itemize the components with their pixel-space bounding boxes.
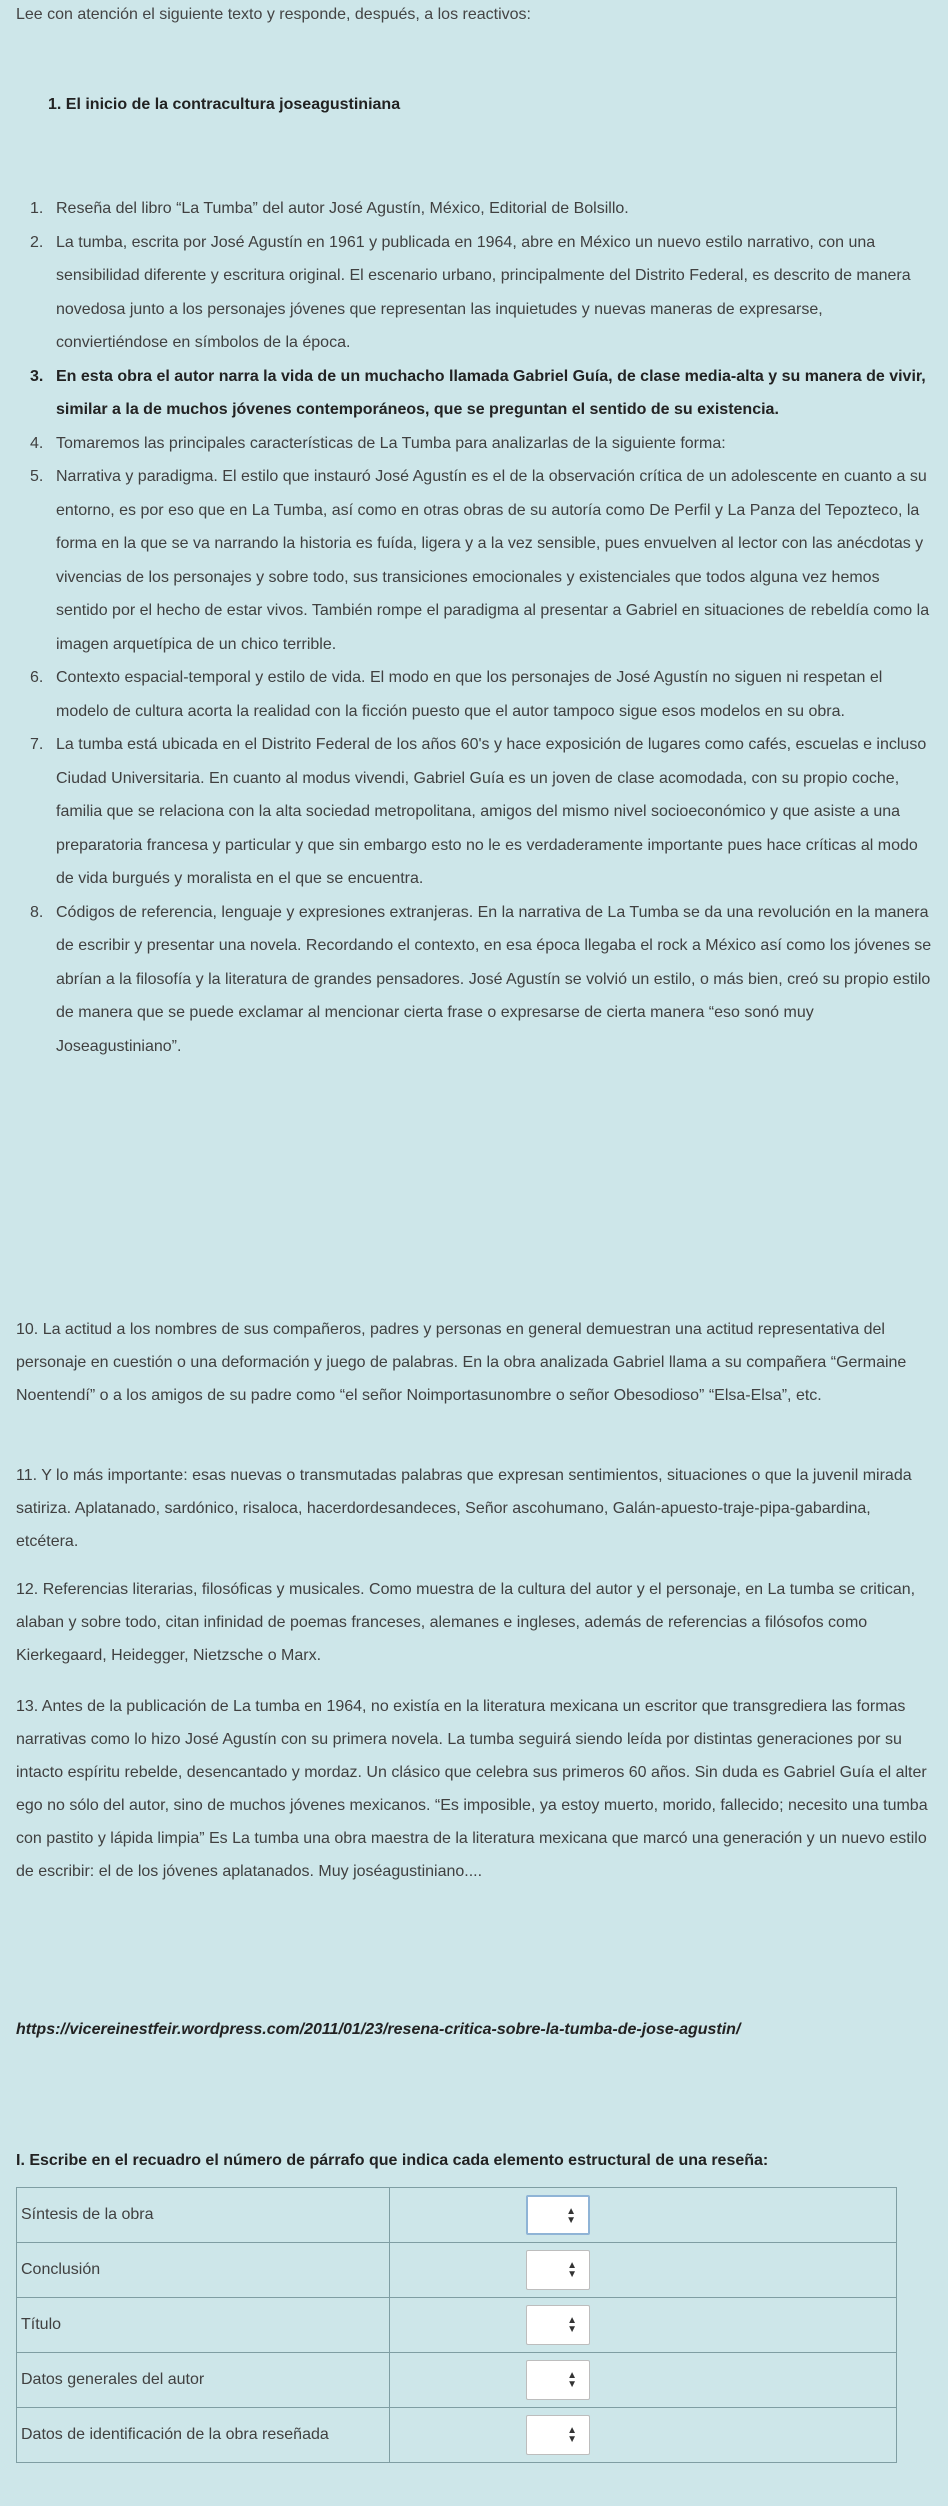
table-row xyxy=(17,2353,897,2408)
paragraph-text: Contexto espacial-temporal y estilo de vida. El modo en que los personajes de José Agustín no siguen ni respetan el modelo de cultura acorta la realidad con la ficción puesto que el autor tampoco sigue esos modelos en su obra. xyxy=(56,669,883,720)
table-row xyxy=(17,2408,897,2463)
paragraph-text: Reseña del libro “La Tumba” del autor José Agustín, México, Editorial de Bolsillo. xyxy=(56,200,629,217)
source-url[interactable]: https://vicereinestfeir.wordpress.com/2011/01/23/resena-critica-sobre-la-tumba-de-jose-agustin/ xyxy=(16,2021,741,2038)
paragraph-number: 6. xyxy=(30,669,44,686)
paragraph-number-select[interactable] xyxy=(526,2360,590,2400)
paragraph-text: Códigos de referencia, lenguaje y expresiones extranjeras. En la narrativa de La Tumba se da una revolución en la manera de escribir y presentar una novela. Recordando el contexto, en esa época llegaba el rock a México así como los jóvenes se abrían a la filosofía y la literatura de grandes pensadores. José Agustín se volvió un estilo, o más bien, creó su propio estilo de manera que se puede exclamar al mencionar cierta frase o expresarse de cierta manera “eso sonó muy Joseagustiniano”. xyxy=(56,903,932,1055)
paragraph-number-select[interactable] xyxy=(526,2415,590,2455)
intro-text: Lee con atención el siguiente texto y responde, después, a los reactivos: xyxy=(16,6,531,23)
table-row xyxy=(17,2188,897,2243)
paragraph-4 xyxy=(30,427,935,461)
up-down-arrows-icon: ▲ ▼ xyxy=(566,2206,576,2226)
paragraph-3 xyxy=(30,360,935,427)
paragraph-number-select[interactable] xyxy=(526,2250,590,2290)
row-label: Conclusión xyxy=(17,2243,390,2298)
answer-cell xyxy=(390,2353,897,2408)
paragraph-12: 12. Referencias literarias, filosóficas y musicales. Como muestra de la cultura del autor y el personaje, en La tumba se critican, alaban y sobre todo, citan infinidad de poemas franceses, alemanes e ingleses, además de referencias a filósofos como Kierkegaard, Heidegger, Nietzsche o Marx. xyxy=(16,1581,916,1664)
row-label: Datos de identificación de la obra reseñada xyxy=(17,2408,390,2463)
answer-cell xyxy=(390,2408,897,2463)
paragraph-number: 8. xyxy=(30,903,44,921)
paragraph-number: 7. xyxy=(30,736,44,753)
article-heading: 1. El inicio de la contracultura joseagustiniana xyxy=(48,96,401,113)
paragraph-13: 13. Antes de la publicación de La tumba en 1964, no existía en la literatura mexicana un escritor que transgrediera las formas narrativas como lo hizo José Agustín con su primera novela. La tumba seguirá siendo leída por distintas generaciones por su intacto espíritu rebelde, desencantado y mordaz. Un clásico que celebra sus primeros 60 años. Sin duda es Gabriel Guía el alter ego no sólo del autor, sino de muchos jóvenes mexicanos. “Es imposible, ya estoy muerto, morido, fallecido; necesito una tumba con pastito y lápida limpia” Es La tumba una obra maestra de la literatura mexicana que marcó una generación y un nuevo estilo de escribir: el de los jóvenes aplatanados. Muy joséagustiniano.... xyxy=(16,1698,928,1880)
answer-cell xyxy=(390,2243,897,2298)
answer-cell xyxy=(390,2298,897,2353)
paragraph-number: 1. xyxy=(30,200,44,217)
paragraph-text: En esta obra el autor narra la vida de un muchacho llamada Gabriel Guía, de clase media-alta y su manera de vivir, similar a la de muchos jóvenes contemporáneos, que se preguntan el sentido de su existencia. xyxy=(56,367,926,418)
paragraph-6 xyxy=(30,661,935,728)
row-label: Título xyxy=(17,2298,390,2353)
up-down-arrows-icon: ▲ ▼ xyxy=(567,2370,577,2390)
paragraph-5 xyxy=(30,460,935,661)
table-row xyxy=(17,2298,897,2353)
paragraph-number: 5. xyxy=(30,468,44,485)
paragraph-2 xyxy=(30,226,935,360)
up-down-arrows-icon: ▲ ▼ xyxy=(567,2315,577,2335)
table-row xyxy=(17,2243,897,2298)
paragraph-number: 4. xyxy=(30,434,44,452)
answers-table xyxy=(16,2187,897,2463)
up-down-arrows-icon: ▲ ▼ xyxy=(567,2425,577,2445)
paragraph-text: Narrativa y paradigma. El estilo que instauró José Agustín es el de la observación crítica de un adolescente en cuanto a su entorno, es por eso que en La Tumba, así como en otras obras de su autoría como De Perfil y La Panza del Tepozteco, la forma en la que se va narrando la historia es fuída, ligera y a la vez sensible, pues envuelven al lector con las anécdotas y vivencias de los personajes y sobre todo, sus transiciones emocionales y existenciales que todos alguna vez hemos sentido por el hecho de estar vivos. También rompe el paradigma al presentar a Gabriel en situaciones de rebeldía como la imagen arquetípica de un chico terrible. xyxy=(56,468,930,653)
paragraph-number-select[interactable] xyxy=(526,2305,590,2345)
paragraph-text: La tumba, escrita por José Agustín en 1961 y publicada en 1964, abre en México un nuevo estilo narrativo, con una sensibilidad diferente y escritura original. El escenario urbano, principalmente del Distrito Federal, es descrito de manera novedosa junto a los personajes jóvenes que representan las inquietudes y nuevas maneras de expresarse, conviertiéndose en símbolos de la época. xyxy=(56,233,911,351)
paragraph-text: Tomaremos las principales características de La Tumba para analizarlas de la siguiente forma: xyxy=(56,434,726,452)
paragraph-11: 11. Y lo más importante: esas nuevas o transmutadas palabras que expresan sentimientos, situaciones o que la juvenil mirada satiriza. Aplatanado, sardónico, risaloca, hacerdordesandeces, Señor ascohumano, Galán-apuesto-traje-pipa-gabardina, etcétera. xyxy=(16,1467,912,1550)
paragraph-7 xyxy=(30,728,935,896)
numbered-paragraphs xyxy=(30,192,935,1063)
exercise-instruction: I. Escribe en el recuadro el número de párrafo que indica cada elemento estructural de una reseña: xyxy=(16,2152,769,2169)
row-label: Datos generales del autor xyxy=(17,2353,390,2408)
answer-cell xyxy=(390,2188,897,2243)
paragraph-10: 10. La actitud a los nombres de sus compañeros, padres y personas en general demuestran una actitud representativa del personaje en cuestión o una deformación y juego de palabras. En la obra analizada Gabriel llama a su compañera “Germaine Noentendí” o a los amigos de su padre como “el señor Noimportasunombre o señor Obesodioso” “Elsa-Elsa”, etc. xyxy=(16,1321,907,1404)
paragraph-text: La tumba está ubicada en el Distrito Federal de los años 60's y hace exposición de lugares como cafés, escuelas e incluso Ciudad Universitaria. En cuanto al modus vivendi, Gabriel Guía es un joven de clase acomodada, con su propio coche, familia que se relaciona con la alta sociedad metropolitana, amigos del mismo nivel socioeconómico y que asiste a una preparatoria francesa y particular y que sin embargo esto no le es verdaderamente importante pues hace críticas al modo de vida burgués y moralista en el que se encuentra. xyxy=(56,736,927,887)
paragraph-number: 2. xyxy=(30,233,44,251)
paragraph-8 xyxy=(30,896,935,1064)
row-label: Síntesis de la obra xyxy=(17,2188,390,2243)
paragraph-number: 3. xyxy=(30,367,44,385)
up-down-arrows-icon: ▲ ▼ xyxy=(567,2260,577,2280)
paragraph-number-select[interactable] xyxy=(526,2195,590,2235)
paragraph-1 xyxy=(30,192,935,226)
